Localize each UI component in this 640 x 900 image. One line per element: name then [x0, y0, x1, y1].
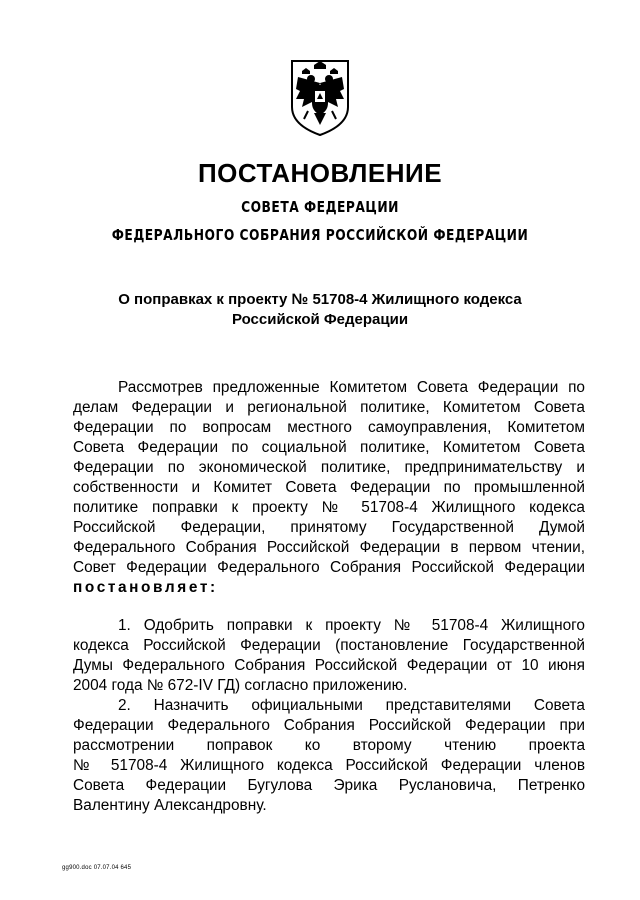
- russian-coat-of-arms-icon: [278, 55, 362, 139]
- item-1-line: Думы Федерального Собрания Российской Федерации от 10 июня: [73, 657, 585, 674]
- item-1-line: 2004 года № 672-IV ГД) согласно приложению.: [73, 677, 408, 694]
- subject-line: Российской Федерации: [231, 311, 409, 328]
- item-2-line: Федерации Федерального Собрания Российской Федерации при: [73, 717, 585, 734]
- item-2-line: Совета Федерации Бугулова Эрика Руслановича, Петренко: [73, 777, 585, 794]
- item-1-line: 1. Одобрить поправки к проекту № 51708-4 Жилищного: [118, 617, 585, 634]
- preamble-line: Совета Федерации по социальной политике, Комитетом Совета: [73, 439, 585, 456]
- item-1-line: кодекса Российской Федерации (постановление Государственной: [73, 637, 585, 654]
- preamble-line: делам Федерации и региональной политике, Комитетом Совета: [73, 399, 585, 416]
- file-reference-footer: gg900.doc 07.07.04 645: [62, 865, 132, 871]
- document-type-title: ПОСТАНОВЛЕНИЕ: [197, 158, 443, 188]
- preamble-line: Совет Федерации Федерального Собрания Российской Федерации: [73, 559, 585, 576]
- item-2-line: № 51708-4 Жилищного кодекса Российской Федерации членов: [73, 757, 585, 774]
- item-2-line: рассмотрении поправок ко второму чтению проекта: [73, 737, 585, 754]
- subject-line: О поправках к проекту № 51708-4 Жилищного кодекса: [118, 291, 522, 308]
- document-subject: [60, 290, 580, 330]
- issuer-line-1: СОВЕТА ФЕДЕРАЦИИ: [241, 198, 399, 216]
- preamble-line: политике поправки к проекту № 51708-4 Жилищного кодекса: [73, 499, 585, 516]
- preamble-line: Федерации по экономической политике, предпринимательству и: [73, 459, 585, 476]
- preamble-line: Рассмотрев предложенные Комитетом Совета Федерации по: [118, 379, 585, 396]
- item-2-line: 2. Назначить официальными представителями Совета: [118, 697, 585, 714]
- preamble-line: собственности и Комитет Совета Федерации по промышленной: [73, 479, 585, 496]
- resolution-word: постановляет:: [73, 579, 218, 596]
- preamble-line: Федерального Собрания Российской Федерации в первом чтении,: [73, 539, 585, 556]
- item-2-line: Валентину Александровну.: [73, 797, 267, 814]
- preamble-line: Российской Федерации, принятому Государственной Думой: [73, 519, 585, 536]
- issuer-line-2: ФЕДЕРАЛЬНОГО СОБРАНИЯ РОССИЙСКОЙ ФЕДЕРАЦИИ: [111, 226, 529, 244]
- preamble-line: Федерации по вопросам местного самоуправления, Комитетом: [73, 419, 585, 436]
